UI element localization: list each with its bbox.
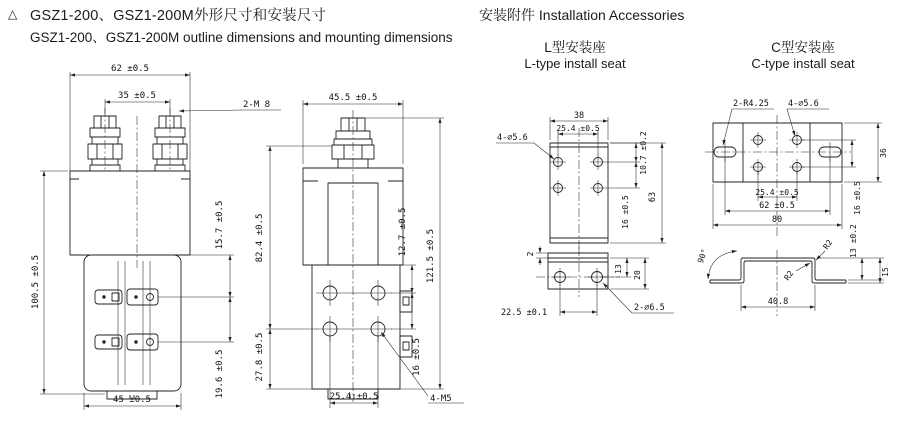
- dim-c-radius-outer: R2: [821, 238, 835, 252]
- c-seat-title-en: C-type install seat: [751, 56, 855, 71]
- l-plate-holes: [550, 154, 606, 196]
- c-section-profile: [710, 258, 846, 283]
- dim-l-hole-label: 4-∅5.6: [497, 133, 528, 143]
- dim-c-hole-label: 4-∅5.6: [788, 99, 819, 109]
- dim-overall-height: 100.5 ±0.5: [31, 254, 41, 310]
- ext-lines: [817, 258, 884, 283]
- dim-l-thickness: 2: [526, 251, 535, 257]
- dim-c-slot-spacing: 62 ±0.5: [759, 201, 795, 211]
- angle-arc: [708, 251, 737, 279]
- dim-overall-height: 121.5 ±0.5: [426, 228, 436, 284]
- triangle-marker-icon: △: [8, 7, 18, 21]
- dim-overall-width: 62 ±0.5: [111, 64, 149, 74]
- side-view: [255, 93, 464, 408]
- dim-c-bend-angle: 90°: [695, 247, 710, 265]
- c-seat-title-zh: C型安装座: [771, 40, 835, 55]
- ext-lines: [536, 253, 548, 258]
- aux-terminal: [127, 289, 158, 305]
- dim-row1-offset: 15.7 ±0.5: [215, 200, 225, 250]
- dim-c-crown-width: 40.8: [767, 297, 789, 307]
- c-plate-bend-lines: [743, 123, 810, 182]
- c-plate: [713, 123, 842, 182]
- front-view: [31, 64, 281, 410]
- dim-mounting-thread: 4-M5: [430, 394, 452, 404]
- ext-lines: [266, 146, 332, 389]
- contactor-base-case: [84, 255, 181, 391]
- dim-l-hole-col-spacing: 25.4 ±0.5: [556, 124, 600, 133]
- l-seat-view: [496, 111, 674, 318]
- dim-l-height: 63: [648, 191, 658, 203]
- leader-line: [179, 110, 281, 111]
- ext-lines: [844, 123, 882, 182]
- dim-l-width: 38: [573, 111, 585, 121]
- leader-line: [787, 109, 795, 136]
- centerlines: [105, 108, 170, 268]
- dim-l-hole-row-spacing: 16 ±0.5: [621, 195, 630, 229]
- dim-c-overall-height: 15: [881, 267, 890, 277]
- ext-lines: [158, 255, 234, 342]
- ext-lines: [606, 143, 640, 188]
- base-side: [312, 265, 400, 389]
- dim-hole-row-spacing: 16 ±0.5: [412, 338, 422, 376]
- centerlines: [536, 247, 620, 297]
- c-plate-holes: [725, 132, 830, 175]
- leader-line: [723, 109, 732, 145]
- accessories-title: 安装附件 Installation Accessories: [479, 7, 685, 23]
- dim-l-hole-top-offset: 10.7 ±0.2: [639, 131, 648, 175]
- leader-line: [796, 263, 810, 271]
- dim-c-radius-inner: R2: [782, 269, 796, 283]
- dim-c-hole-col-spacing: 25.4 ±0.5: [755, 188, 799, 197]
- dim-c-hole-row-spacing: 16 ±0.5: [853, 181, 862, 215]
- case-rails: [118, 261, 150, 385]
- l-seat-title-en: L-type install seat: [524, 56, 626, 71]
- dim-terminal-thread: 2-M 8: [243, 100, 271, 110]
- dim-c-width: 80: [771, 215, 783, 225]
- l-flange: [548, 258, 608, 289]
- dim-l-flange-hole-spacing: 22.5 ±0.1: [501, 308, 548, 318]
- dim-hole-top-offset: 12.7 ±0.5: [398, 207, 408, 257]
- aux-terminal: [127, 334, 158, 350]
- dim-c-crown-inner-height: 13 ±0.2: [849, 224, 858, 258]
- mounting-holes: [316, 280, 392, 342]
- dim-overall-width: 45.5 ±0.5: [328, 93, 378, 103]
- side-clips: [400, 291, 412, 357]
- l-seat-title-zh: L型安装座: [544, 40, 606, 55]
- dim-terminal-spacing: 35 ±0.5: [118, 91, 156, 101]
- l-upright-edge: [548, 253, 608, 258]
- dim-l-flange-hole-offset: 13: [614, 264, 623, 274]
- ext-lines: [603, 258, 649, 289]
- leader-line: [496, 143, 554, 159]
- ext-lines: [40, 171, 105, 394]
- contactor-body: [70, 171, 190, 255]
- c-seat-view: [696, 99, 890, 316]
- dim-l-flange-depth: 20: [633, 270, 642, 280]
- page-title-zh: GSZ1-200、GSZ1-200M外形尺寸和安装尺寸: [30, 8, 327, 24]
- l-flange-holes: [551, 268, 606, 286]
- dim-c-height: 36: [879, 148, 888, 158]
- dim-base-height: 27.8 ±0.5: [255, 332, 265, 382]
- dim-row-spacing: 19.6 ±0.5: [215, 349, 225, 399]
- dim-c-slot-label: 2-R4.25: [733, 99, 769, 109]
- ext-lines: [105, 99, 170, 114]
- dim-body-height: 82.4 ±0.5: [255, 213, 265, 263]
- leader-line: [816, 251, 825, 260]
- page-title-en: GSZ1-200、GSZ1-200M outline dimensions and mounting dimensions: [30, 30, 453, 45]
- dim-base-width: 45 ±0.5: [113, 395, 151, 405]
- dim-hole-col-spacing: 25.4 ±0.5: [329, 392, 379, 402]
- dim-l-flange-hole-label: 2-∅6.5: [634, 303, 665, 313]
